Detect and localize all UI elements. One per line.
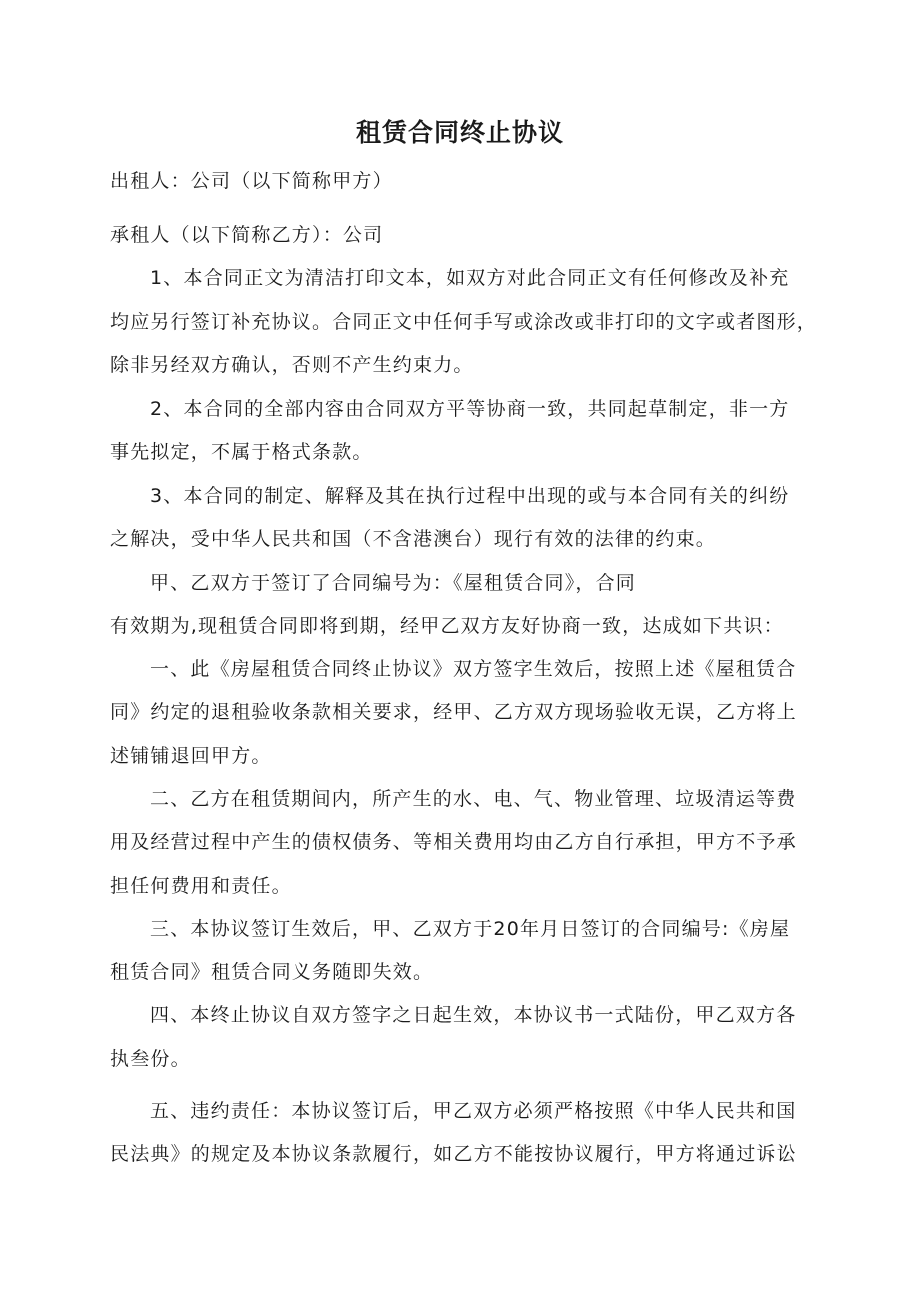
article-2-line-1: 二、乙方在租赁期间内，所产生的水、电、气、物业管理、垃圾清运等费 bbox=[150, 788, 797, 810]
clause-2-line-1: 2、本合同的全部内容由合同双方平等协商一致，共同起草制定，非一方 bbox=[150, 398, 790, 420]
clause-1-line-1: 1、本合同正文为清洁打印文本，如双方对此合同正文有任何修改及补充 bbox=[150, 267, 790, 289]
clause-1-line-2: 均应另行签订补充协议。合同正文中任何手写或涂改或非打印的文字或者图形， bbox=[110, 311, 818, 333]
document-title: 租赁合同终止协议 bbox=[355, 118, 564, 147]
article-1-line-3: 述铺铺退回甲方。 bbox=[110, 745, 272, 767]
lessor-line: 出租人：公司（以下简称甲方） bbox=[110, 170, 393, 192]
article-3-line-2: 租赁合同》租赁合同义务随即失效。 bbox=[110, 961, 434, 983]
article-4-line-2: 执叁份。 bbox=[110, 1048, 191, 1070]
article-1-line-2: 同》约定的退租验收条款相关要求，经甲、乙方双方现场验收无误，乙方将上 bbox=[110, 701, 797, 723]
clause-3-line-1: 3、本合同的制定、解释及其在执行过程中出现的或与本合同有关的纠纷 bbox=[150, 485, 790, 507]
article-5-line-1: 五、违约责任：本协议签订后，甲乙双方必须严格按照《中华人民共和国 bbox=[150, 1100, 797, 1122]
lessee-line: 承租人（以下简称乙方）：公司 bbox=[110, 224, 384, 246]
article-2-line-2: 用及经营过程中产生的债权债务、等相关费用均由乙方自行承担，甲方不予承 bbox=[110, 831, 797, 853]
article-3-line-1: 三、本协议签订生效后，甲、乙双方于20年月日签订的合同编号:《房屋 bbox=[150, 918, 791, 940]
clause-3-line-2: 之解决，受中华人民共和国（不含港澳台）现行有效的法律的约束。 bbox=[110, 528, 717, 550]
article-1-line-1: 一、此《房屋租赁合同终止协议》双方签字生效后，按照上述《屋租赁合 bbox=[150, 658, 797, 680]
preamble-line-1: 甲、乙双方于签订了合同编号为：《屋租赁合同》，合同 bbox=[150, 572, 637, 594]
clause-1-line-3: 除非另经双方确认，否则不产生约束力。 bbox=[110, 354, 474, 376]
preamble-line-2: 有效期为,现租赁合同即将到期，经甲乙双方友好协商一致，达成如下共识： bbox=[110, 615, 784, 637]
article-4-line-1: 四、本终止协议自双方签字之日起生效，本协议书一式陆份，甲乙双方各 bbox=[150, 1004, 797, 1026]
article-2-line-3: 担任何费用和责任。 bbox=[110, 875, 292, 897]
clause-2-line-2: 事先拟定，不属于格式条款。 bbox=[110, 441, 373, 463]
article-5-line-2: 民法典》的规定及本协议条款履行，如乙方不能按协议履行，甲方将通过诉讼 bbox=[110, 1143, 797, 1165]
